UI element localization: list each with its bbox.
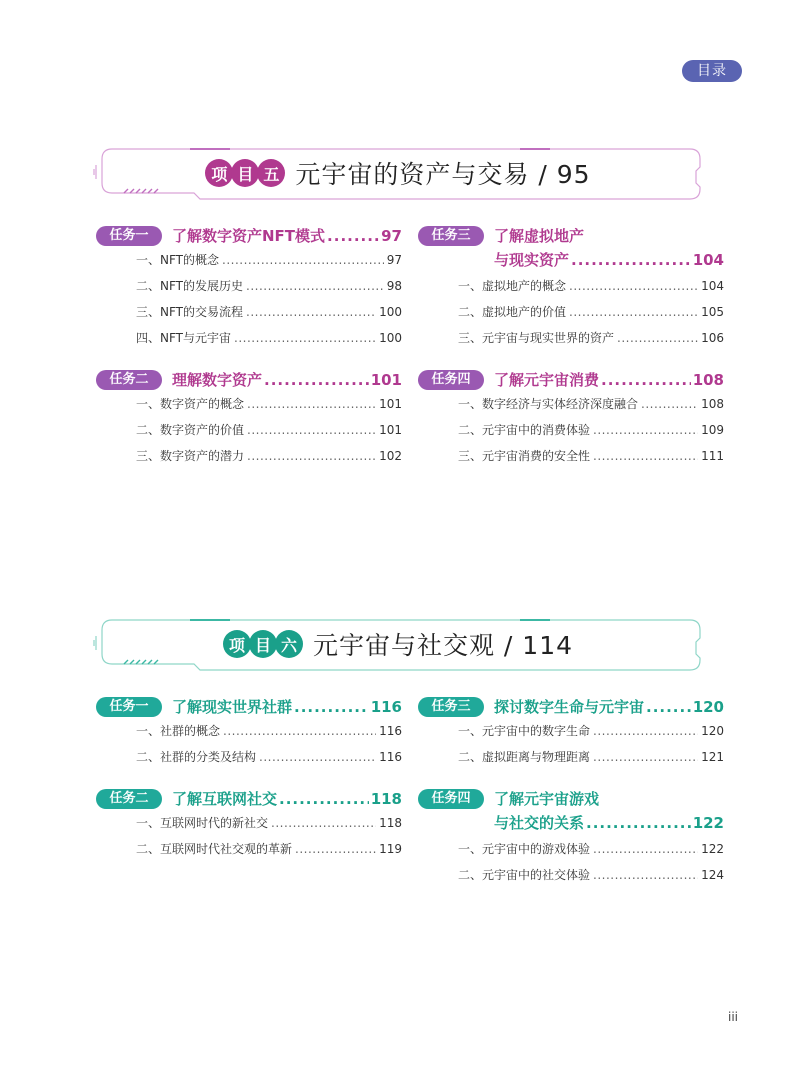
item-text: 一、数字资产的概念 xyxy=(136,397,245,411)
list-item[interactable] xyxy=(96,840,402,866)
list-item[interactable] xyxy=(418,840,724,866)
project-five-header xyxy=(100,145,696,201)
item-page: 122 xyxy=(701,842,724,856)
item-page: 116 xyxy=(379,724,402,738)
item-text: 一、社群的概念 xyxy=(136,724,221,738)
list-item[interactable] xyxy=(418,447,724,473)
item-text: 三、元宇宙消费的安全性 xyxy=(458,449,591,463)
task-pill: 任务一 xyxy=(96,226,162,246)
list-item[interactable] xyxy=(96,814,402,840)
item-text: 一、互联网时代的新社交 xyxy=(136,816,269,830)
item-page: 101 xyxy=(379,397,402,411)
project-six-section xyxy=(0,616,800,916)
leader-dots xyxy=(593,842,698,856)
item-list xyxy=(96,814,402,866)
leader-dots xyxy=(586,814,691,832)
project-label-char: 五 xyxy=(257,159,285,187)
list-item[interactable] xyxy=(418,748,724,774)
list-item[interactable] xyxy=(418,303,724,329)
task-block xyxy=(418,788,724,892)
leader-dots xyxy=(593,423,698,437)
list-item[interactable] xyxy=(96,303,402,329)
leader-dots xyxy=(593,750,698,764)
list-item[interactable] xyxy=(418,421,724,447)
item-page: 120 xyxy=(701,724,724,738)
task-pill: 任务三 xyxy=(418,697,484,717)
task-page: 118 xyxy=(370,790,402,808)
leader-dots xyxy=(294,698,369,716)
task-block xyxy=(96,788,402,866)
task-heading[interactable] xyxy=(418,369,724,395)
item-page: 104 xyxy=(701,279,724,293)
item-text: 四、NFT与元宇宙 xyxy=(136,331,231,345)
list-item[interactable] xyxy=(418,866,724,892)
item-page: 101 xyxy=(379,423,402,437)
item-page: 121 xyxy=(701,750,724,764)
task-page: 104 xyxy=(692,251,724,269)
task-title: 了解现实世界社群 xyxy=(172,698,293,716)
right-column xyxy=(418,696,724,892)
task-title: 了解虚拟地产 xyxy=(494,227,585,245)
task-heading[interactable] xyxy=(418,788,724,840)
left-column xyxy=(96,225,402,473)
task-page: 97 xyxy=(381,227,402,245)
item-page: 100 xyxy=(379,331,402,345)
task-title: 探讨数字生命与元宇宙 xyxy=(494,698,645,716)
list-item[interactable] xyxy=(96,748,402,774)
task-heading[interactable] xyxy=(96,696,402,722)
leader-dots xyxy=(247,423,376,437)
item-page: 119 xyxy=(379,842,402,856)
task-title: 理解数字资产 xyxy=(172,371,263,389)
item-text: 二、元宇宙中的社交体验 xyxy=(458,868,591,882)
project-label-char: 目 xyxy=(231,159,259,187)
leader-dots xyxy=(222,253,384,267)
list-item[interactable] xyxy=(96,447,402,473)
item-text: 三、数字资产的潜力 xyxy=(136,449,245,463)
leader-dots xyxy=(295,842,376,856)
toc-badge: 目录 xyxy=(682,60,742,82)
task-heading[interactable] xyxy=(96,788,402,814)
item-text: 二、虚拟距离与物理距离 xyxy=(458,750,591,764)
item-text: 二、NFT的发展历史 xyxy=(136,279,243,293)
task-heading[interactable] xyxy=(96,225,402,251)
leader-dots xyxy=(279,790,369,808)
item-text: 一、NFT的概念 xyxy=(136,253,219,267)
list-item[interactable] xyxy=(96,421,402,447)
item-list xyxy=(418,395,724,473)
project-label xyxy=(223,630,301,658)
leader-dots xyxy=(327,227,379,245)
list-item[interactable] xyxy=(96,722,402,748)
item-text: 一、元宇宙中的数字生命 xyxy=(458,724,591,738)
item-text: 二、社群的分类及结构 xyxy=(136,750,257,764)
item-page: 118 xyxy=(379,816,402,830)
task-title: 了解元宇宙消费 xyxy=(494,371,600,389)
item-text: 二、元宇宙中的消费体验 xyxy=(458,423,591,437)
task-title: 了解元宇宙游戏 xyxy=(494,790,600,808)
item-page: 102 xyxy=(379,449,402,463)
leader-dots xyxy=(569,305,698,319)
leader-dots xyxy=(223,724,376,738)
task-block xyxy=(418,696,724,774)
leader-dots xyxy=(247,397,376,411)
task-pill: 任务二 xyxy=(96,789,162,809)
item-list xyxy=(418,840,724,892)
item-page: 105 xyxy=(701,305,724,319)
task-heading[interactable] xyxy=(418,696,724,722)
project-label-char: 项 xyxy=(205,159,233,187)
item-page: 124 xyxy=(701,868,724,882)
task-title-line2: 与现实资产 xyxy=(494,251,570,269)
leader-dots xyxy=(571,251,691,269)
leader-dots xyxy=(641,397,698,411)
item-page: 111 xyxy=(701,449,724,463)
task-heading[interactable] xyxy=(418,225,724,277)
task-pill: 任务四 xyxy=(418,370,484,390)
list-item[interactable] xyxy=(418,329,724,355)
item-text: 二、数字资产的价值 xyxy=(136,423,245,437)
item-list xyxy=(418,722,724,774)
leader-dots xyxy=(234,331,376,345)
leader-dots xyxy=(271,816,376,830)
project-six-header xyxy=(100,616,696,672)
leader-dots xyxy=(593,868,698,882)
task-pill: 任务二 xyxy=(96,370,162,390)
list-item[interactable] xyxy=(418,277,724,303)
leader-dots xyxy=(617,331,698,345)
item-page: 100 xyxy=(379,305,402,319)
leader-dots xyxy=(601,371,691,389)
task-page: 101 xyxy=(370,371,402,389)
task-pill: 任务一 xyxy=(96,697,162,717)
list-item[interactable] xyxy=(96,329,402,355)
task-block xyxy=(96,369,402,473)
list-item[interactable] xyxy=(418,722,724,748)
task-block xyxy=(418,369,724,473)
item-list xyxy=(96,722,402,774)
task-page: 108 xyxy=(692,371,724,389)
task-title-line2: 与社交的关系 xyxy=(494,814,585,832)
leader-dots xyxy=(646,698,691,716)
item-page: 97 xyxy=(386,253,402,267)
item-page: 106 xyxy=(701,331,724,345)
task-title: 了解数字资产NFT模式 xyxy=(172,227,326,245)
leader-dots xyxy=(569,279,698,293)
list-item[interactable] xyxy=(96,277,402,303)
item-list xyxy=(96,251,402,355)
task-page: 122 xyxy=(692,814,724,832)
task-block xyxy=(96,225,402,355)
project-five-section xyxy=(0,145,800,485)
project-label-char: 六 xyxy=(275,630,303,658)
item-page: 116 xyxy=(379,750,402,764)
item-page: 109 xyxy=(701,423,724,437)
item-page: 98 xyxy=(386,279,402,293)
leader-dots xyxy=(246,279,384,293)
project-title[interactable]: 元宇宙与社交观 / 114 xyxy=(312,631,574,660)
item-text: 三、元宇宙与现实世界的资产 xyxy=(458,331,615,345)
leader-dots xyxy=(264,371,369,389)
task-title: 了解互联网社交 xyxy=(172,790,278,808)
list-item[interactable] xyxy=(96,395,402,421)
project-title[interactable]: 元宇宙的资产与交易 / 95 xyxy=(295,160,591,189)
item-text: 二、互联网时代社交观的革新 xyxy=(136,842,293,856)
task-page: 116 xyxy=(370,698,402,716)
item-list xyxy=(418,277,724,355)
item-list xyxy=(96,395,402,473)
page-number: iii xyxy=(728,1010,739,1024)
project-label xyxy=(205,159,283,187)
leader-dots xyxy=(246,305,376,319)
right-column xyxy=(418,225,724,473)
task-heading[interactable] xyxy=(96,369,402,395)
task-page: 120 xyxy=(692,698,724,716)
item-page: 108 xyxy=(701,397,724,411)
item-text: 一、数字经济与实体经济深度融合 xyxy=(458,397,639,411)
leader-dots xyxy=(593,724,698,738)
task-pill: 任务三 xyxy=(418,226,484,246)
item-text: 二、虚拟地产的价值 xyxy=(458,305,567,319)
list-item[interactable] xyxy=(96,251,402,277)
task-block xyxy=(418,225,724,355)
leader-dots xyxy=(259,750,376,764)
left-column xyxy=(96,696,402,866)
project-label-char: 项 xyxy=(223,630,251,658)
item-text: 三、NFT的交易流程 xyxy=(136,305,243,319)
item-text: 一、虚拟地产的概念 xyxy=(458,279,567,293)
item-text: 一、元宇宙中的游戏体验 xyxy=(458,842,591,856)
leader-dots xyxy=(247,449,376,463)
task-pill: 任务四 xyxy=(418,789,484,809)
leader-dots xyxy=(593,449,698,463)
project-label-char: 目 xyxy=(249,630,277,658)
task-block xyxy=(96,696,402,774)
list-item[interactable] xyxy=(418,395,724,421)
